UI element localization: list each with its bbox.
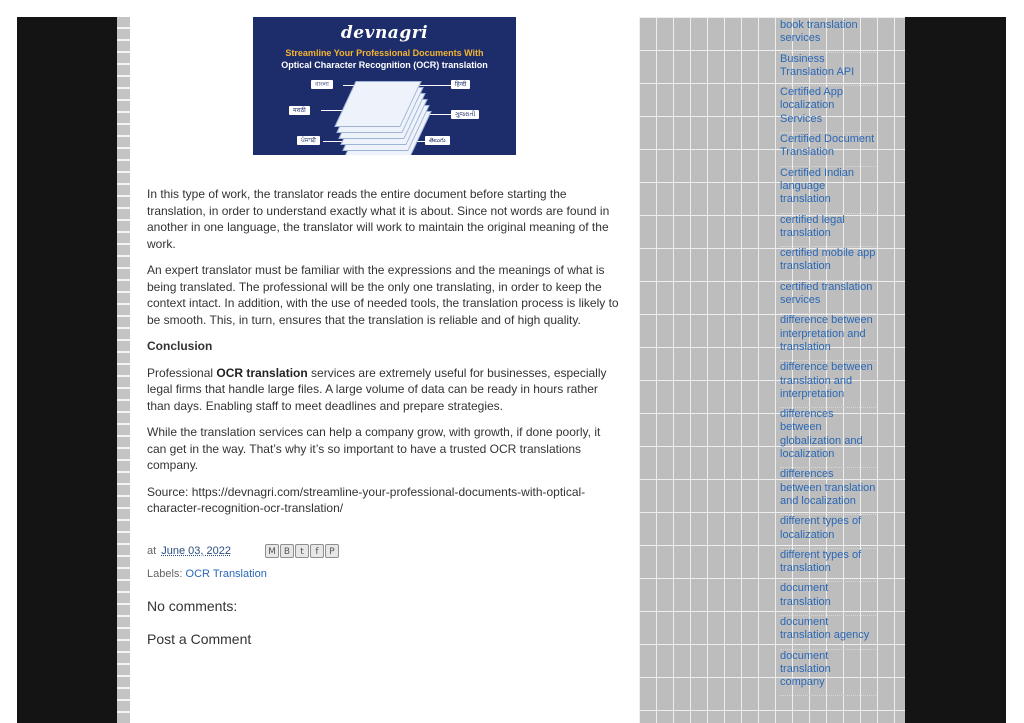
- sidebar-label-link[interactable]: document translation: [780, 582, 876, 616]
- devnagri-logo: devnagri: [340, 23, 429, 43]
- language-tag: मराठी: [289, 106, 310, 115]
- article-paragraph: While the translation services can help a company grow, with growth, if done poorly, it can get in the way. That’s why it’s so important to have a trusted OCR translations company.: [147, 425, 601, 472]
- hero-headline-line2: Optical Character Recognition (OCR) translation: [281, 60, 488, 70]
- sidebar-label-link[interactable]: document translation agency: [780, 616, 876, 650]
- post-labels: Labels: OCR Translation: [147, 568, 267, 580]
- pinterest-icon[interactable]: P: [325, 544, 339, 558]
- sidebar-label-link[interactable]: difference between interpretation and translation: [780, 314, 876, 361]
- twitter-icon[interactable]: t: [295, 544, 309, 558]
- sidebar-label-link[interactable]: Certified App localization Services: [780, 86, 876, 133]
- language-tag: हिन्दी: [451, 80, 470, 89]
- language-tag: ગુજરાતી: [451, 110, 479, 119]
- sidebar-label-link[interactable]: certified translation services: [780, 281, 876, 315]
- email-icon[interactable]: M: [265, 544, 279, 558]
- language-tag: తెలుగు: [425, 136, 450, 145]
- post-timestamp: at June 03, 2022: [147, 545, 231, 557]
- ocr-translation-emphasis: OCR translation: [216, 365, 308, 380]
- sidebar-label-link[interactable]: differences between translation and localization: [780, 468, 876, 515]
- sidebar-label-link[interactable]: different types of translation: [780, 549, 876, 583]
- post-body: [147, 186, 622, 527]
- label-link-ocr-translation[interactable]: OCR Translation: [185, 568, 267, 580]
- sidebar-label-link[interactable]: document translation company: [780, 650, 876, 697]
- article-paragraph: An expert translator must be familiar with the expressions and the meanings of what is being translated. The professional will be the only one translating, in order to keep the context intact. In addition, with the use of needed tools, the translation process is likely to be smooth. This, in turn, ensures that the translation is reliable and of high quality.: [147, 263, 619, 327]
- sidebar-label-link[interactable]: certified mobile app translation: [780, 247, 876, 281]
- sidebar-label-link[interactable]: Certified Indian language translation: [780, 167, 876, 214]
- article-paragraph: Professional OCR translation services are extremely useful for businesses, especially legal firms that handle large files. A large volume of data can be ready in hours rather than days. Enabling staff to meet deadlines and prepare strategies.: [147, 365, 607, 413]
- conclusion-heading: Conclusion: [147, 339, 213, 353]
- language-tag: বাংলা: [311, 80, 333, 89]
- left-decorative-strip: [117, 17, 130, 723]
- hero-headline-line1: Streamline Your Professional Documents With: [285, 48, 484, 58]
- article-paragraph: In this type of work, the translator reads the entire document before starting the translation, in order to understand exactly what it is about. Since not words are found in another in one language, the translator will work to maintain the original meaning of the work.: [147, 187, 610, 251]
- sidebar-label-link[interactable]: Certified Document Translation: [780, 133, 876, 167]
- share-buttons: [265, 544, 339, 558]
- sidebar-label-link[interactable]: certified legal translation: [780, 214, 876, 248]
- facebook-icon[interactable]: f: [310, 544, 324, 558]
- language-tag: ਪੰਜਾਬੀ: [297, 136, 320, 145]
- sidebar-labels-list: [780, 19, 876, 696]
- blog-this-icon[interactable]: B: [280, 544, 294, 558]
- sidebar-label-link[interactable]: Business Translation API: [780, 53, 876, 87]
- sidebar-label-link[interactable]: differences between globalization and localization: [780, 408, 876, 468]
- sidebar-label-link[interactable]: difference between translation and interpretation: [780, 361, 876, 408]
- no-comments-heading: No comments:: [147, 598, 238, 614]
- source-citation: Source: https://devnagri.com/streamline-your-professional-documents-with-optical-character-recognition-ocr-translation/: [147, 484, 586, 515]
- sidebar-label-link[interactable]: book translation services: [780, 19, 876, 53]
- post-hero-image: [253, 17, 516, 155]
- sidebar-label-link[interactable]: different types of localization: [780, 515, 876, 549]
- post-comment-heading: Post a Comment: [147, 631, 252, 647]
- post-date-link[interactable]: June 03, 2022: [161, 545, 231, 557]
